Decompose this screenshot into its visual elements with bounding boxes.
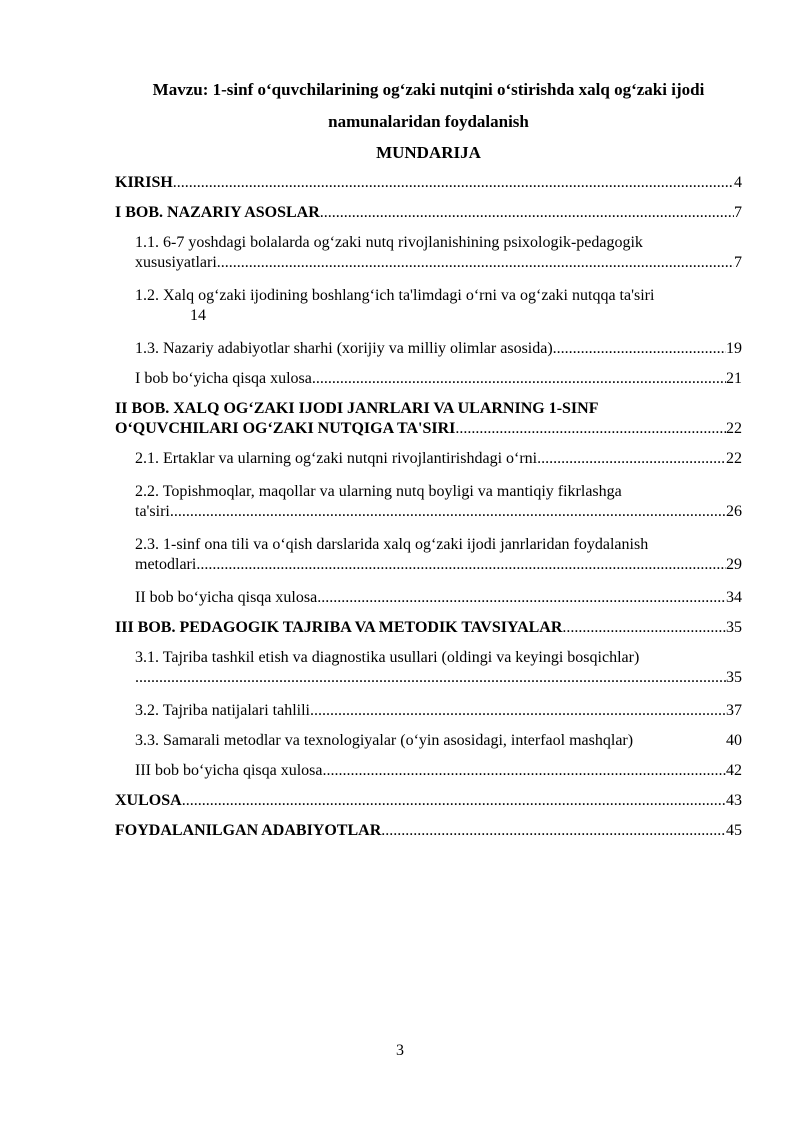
toc-page-number: 22 xyxy=(726,450,742,467)
toc-entry-title: I BOB. NAZARIY ASOSLAR xyxy=(115,204,320,221)
toc-entry-title: 2.1. Ertaklar va ularning og‘zaki nutqni rivojlantirishdagi o‘rni xyxy=(135,450,538,467)
toc-entry[interactable] xyxy=(135,588,742,608)
dot-leader xyxy=(196,555,726,575)
toc-entry-title-line: II BOB. XALQ OG‘ZAKI IJODI JANRLARI VA ULARNING 1-SINF xyxy=(115,400,599,417)
toc-entry[interactable] xyxy=(115,203,742,223)
toc-page-number: 34 xyxy=(726,589,742,606)
dot-leader xyxy=(455,419,726,439)
toc-entry-title: metodlari xyxy=(135,556,197,573)
toc-entry-title: xususiyatlari xyxy=(135,254,217,271)
toc-entry[interactable] xyxy=(135,761,742,781)
toc-page-number: 7 xyxy=(734,254,742,271)
toc-page-number: 40 xyxy=(726,732,742,749)
document-title: Mavzu: 1-sinf o‘quvchilarining og‘zaki nutqini o‘stirishda xalq og‘zaki ijodi namunalaridan foydalanish xyxy=(152,80,705,131)
dot-leader xyxy=(537,449,726,469)
toc-entry-title: II bob bo‘yicha qisqa xulosa xyxy=(135,589,318,606)
toc-entry[interactable] xyxy=(115,399,742,439)
toc-page-number: 4 xyxy=(734,174,742,191)
toc-entry[interactable] xyxy=(135,482,742,522)
toc-entry[interactable] xyxy=(135,286,742,326)
page-number: 3 xyxy=(396,1042,404,1059)
dot-leader xyxy=(310,701,726,721)
toc-entry-title-line: 3.1. Tajriba tashkil etish va diagnostika usullari (oldingi va keyingi bosqichlar) xyxy=(135,649,640,666)
toc-heading: MUNDARIJA xyxy=(376,143,481,162)
toc-entry[interactable] xyxy=(135,369,742,389)
toc-entry[interactable] xyxy=(135,339,742,359)
toc-page-number: 19 xyxy=(726,340,742,357)
dot-leader xyxy=(135,668,726,688)
dot-leader xyxy=(553,339,726,359)
toc-entry[interactable] xyxy=(135,449,742,469)
toc-entry[interactable] xyxy=(115,173,742,193)
dot-leader xyxy=(217,253,734,273)
dot-leader xyxy=(317,588,726,608)
toc-page-number: 43 xyxy=(726,792,742,809)
dot-leader xyxy=(173,173,734,193)
toc-page-number: 21 xyxy=(726,370,742,387)
toc-entry-title: XULOSA xyxy=(115,792,182,809)
toc-entry[interactable] xyxy=(115,821,742,841)
toc-entry-title: FOYDALANILGAN ADABIYOTLAR xyxy=(115,822,382,839)
toc-entry-title: 1.3. Nazariy adabiyotlar sharhi (xorijiy va milliy olimlar asosida) xyxy=(135,340,553,357)
toc-entry-title: 3.3. Samarali metodlar va texnologiyalar (o‘yin asosidagi, interfaol mashqlar) xyxy=(135,732,634,749)
dot-leader xyxy=(381,821,726,841)
toc-page-number: 14 xyxy=(190,307,206,324)
toc-page-number: 45 xyxy=(726,822,742,839)
toc-page-number: 42 xyxy=(726,762,742,779)
dot-leader xyxy=(182,791,726,811)
dot-leader xyxy=(562,618,726,638)
dot-leader xyxy=(312,369,726,389)
toc-entry[interactable] xyxy=(115,618,742,638)
toc-entry-title-line: 1.2. Xalq og‘zaki ijodining boshlang‘ich ta'limdagi o‘rni va og‘zaki nutqqa ta'siri xyxy=(135,287,655,304)
toc-entry[interactable] xyxy=(135,731,742,751)
toc-entry-title-line: 2.2. Topishmoqlar, maqollar va ularning nutq boyligi va mantiqiy fikrlashga xyxy=(135,483,622,500)
dot-leader xyxy=(320,203,734,223)
toc-entry-title-line: 2.3. 1-sinf ona tili va o‘qish darslarida xalq og‘zaki ijodi janrlaridan foydalanish xyxy=(135,536,649,553)
toc-page-number: 37 xyxy=(726,702,742,719)
toc-entry-title: O‘QUVCHILARI OG‘ZAKI NUTQIGA TA'SIRI xyxy=(115,420,456,437)
toc-entry-title: I bob bo‘yicha qisqa xulosa xyxy=(135,370,312,387)
toc-entry-title: 3.2. Tajriba natijalari tahlili xyxy=(135,702,310,719)
table-of-contents xyxy=(115,173,742,851)
toc-page-number: 26 xyxy=(726,503,742,520)
toc-page-number: 35 xyxy=(726,669,742,686)
toc-entry[interactable] xyxy=(135,701,742,721)
toc-page-number: 29 xyxy=(726,556,742,573)
dot-leader xyxy=(170,502,726,522)
toc-entry[interactable] xyxy=(135,535,742,575)
toc-page-number: 7 xyxy=(734,204,742,221)
toc-entry-title: III BOB. PEDAGOGIK TAJRIBA VA METODIK TAVSIYALAR xyxy=(115,619,563,636)
toc-entry[interactable] xyxy=(135,648,742,688)
toc-entry-title: III bob bo‘yicha qisqa xulosa xyxy=(135,762,323,779)
toc-entry[interactable] xyxy=(115,791,742,811)
toc-page-number: 22 xyxy=(726,420,742,437)
dot-leader xyxy=(323,761,726,781)
toc-page-number: 35 xyxy=(726,619,742,636)
toc-entry[interactable] xyxy=(135,233,742,273)
toc-entry-title: KIRISH xyxy=(115,174,173,191)
toc-entry-title-line: 1.1. 6-7 yoshdagi bolalarda og‘zaki nutq rivojlanishining psixologik-pedagogik xyxy=(135,234,643,251)
toc-entry-title: ta'siri xyxy=(135,503,170,520)
